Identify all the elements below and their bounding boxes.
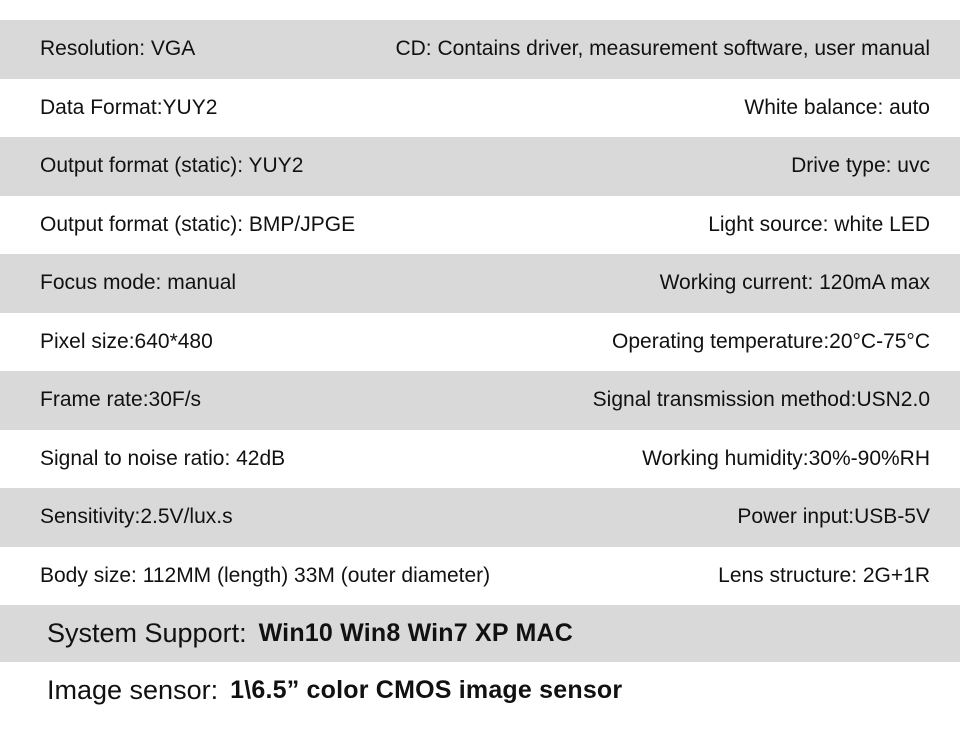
spec-output-format-bmp: Output format (static): BMP/JPGE [40,212,356,236]
spec-row-data-format [0,79,960,138]
spec-resolution: Resolution: VGA [40,37,196,61]
spec-light-source: Light source: white LED [708,212,930,236]
spec-pixel-size: Pixel size:640*480 [40,329,213,353]
spec-table [0,20,960,719]
spec-row-output-format-yuy2 [0,137,960,196]
spec-row-pixel-size [0,313,960,372]
spec-row-output-format-bmp [0,196,960,255]
system-support-label: System Support: [47,618,247,648]
spec-drive-type: Drive type: uvc [791,154,930,178]
spec-output-format-yuy2: Output format (static): YUY2 [40,154,304,178]
spec-row-body-size [0,547,960,606]
image-sensor-row [0,662,960,719]
spec-focus-mode: Focus mode: manual [40,271,237,295]
spec-power-input: Power input:USB-5V [737,505,930,529]
spec-working-humidity: Working humidity:30%-90%RH [642,446,930,470]
spec-cd-contents: CD: Contains driver, measurement software, user manual [395,37,930,61]
spec-row-sensitivity [0,488,960,547]
image-sensor-label: Image sensor: [47,675,219,705]
spec-operating-temperature: Operating temperature:20°C-75°C [612,329,930,353]
spec-row-snr [0,430,960,489]
spec-row-frame-rate [0,371,960,430]
spec-row-focus-mode [0,254,960,313]
spec-data-format: Data Format:YUY2 [40,95,218,119]
spec-body-size: Body size: 112MM (length) 33M (outer diameter) [40,563,491,587]
spec-signal-transmission: Signal transmission method:USN2.0 [592,388,930,412]
spec-snr: Signal to noise ratio: 42dB [40,446,286,470]
image-sensor-value: 1\6.5” color CMOS image sensor [230,676,623,704]
spec-frame-rate: Frame rate:30F/s [40,388,202,412]
spec-working-current: Working current: 120mA max [659,271,930,295]
spec-row-resolution [0,20,960,79]
spec-lens-structure: Lens structure: 2G+1R [718,563,930,587]
system-support-row [0,605,960,662]
spec-white-balance: White balance: auto [744,95,930,119]
spec-sensitivity: Sensitivity:2.5V/lux.s [40,505,233,529]
system-support-value: Win10 Win8 Win7 XP MAC [258,619,574,647]
